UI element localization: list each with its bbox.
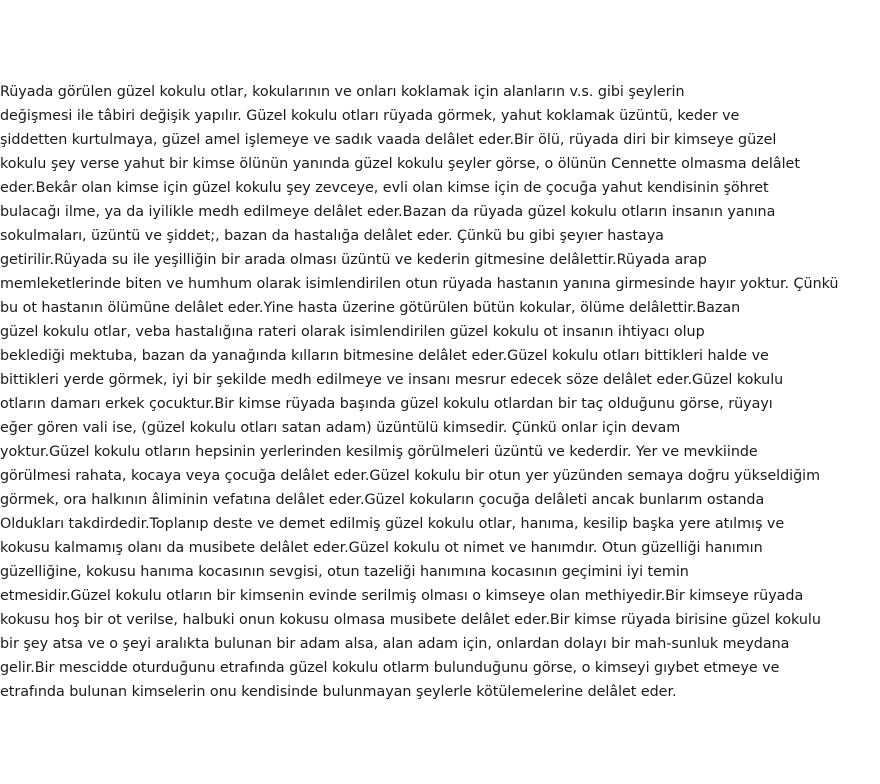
text-line: Rüyada görülen güzel kokulu otlar, kokularının ve onları koklamak için alanların v.s. gibi şeylerin [0, 84, 685, 100]
text-line: memleketlerinde biten ve humhum olarak isimlendirilen otun rüyada hastanın yanına girmesinde hayır yoktur. Çünkü [0, 276, 839, 292]
text-line: güzel kokulu otlar, veba hastalığına rateri olarak isimlendirilen güzel kokulu ot insanın ihtiyacı olup [0, 324, 705, 340]
text-line: yoktur.Güzel kokulu otların hepsinin yerlerinden kesilmiş görülmeleri üzüntü ve kederdir. Yer ve mevkiinde [0, 444, 758, 460]
text-line: görülmesi rahata, kocaya veya çocuğa delâlet eder.Güzel kokulu bir otun yer yüzünden semaya doğru yükseldiğim [0, 468, 821, 484]
text-line: etmesidir.Güzel kokulu otların bir kimsenin evinde serilmiş olması o kimseye olan methiyedir.Bir kimseye rüyada [0, 588, 804, 604]
text-line: değişmesi ile tâbiri değişik yapılır. Güzel kokulu otları rüyada görmek, yahut koklamak üzüntü, keder ve [0, 108, 740, 124]
text-line: getirilir.Rüyada su ile yeşilliğin bir arada olması üzüntü ve kederin gitmesine delâlettir.Rüyada arap [0, 252, 707, 268]
document-body [0, 80, 880, 704]
text-line: Oldukları takdirdedir.Toplanıp deste ve demet edilmiş güzel kokulu otlar, hanıma, kesilip başka yere atılmış ve [0, 516, 785, 532]
text-line: beklediği mektuba, bazan da yanağında kılların bitmesine delâlet eder.Güzel kokulu otları bittikleri halde ve [0, 348, 769, 364]
text-line: güzelliğine, kokusu hanıma kocasının sevgisi, otun tazeliği hanımına kocasının geçimini iyi temin [0, 564, 689, 580]
text-line: etrafında bulunan kimselerin onu kendisinde bulunmayan şeylerle kötülemelerine delâlet eder. [0, 684, 677, 700]
text-line: bir şey atsa ve o şeyi aralıkta bulunan bir adam alsa, alan adam için, onlardan dolayı bir mah-sunluk meydana [0, 636, 790, 652]
text-line: kokulu şey verse yahut bir kimse ölünün yanında güzel kokulu şeyler görse, o ölünün Cennette olmasma delâlet [0, 156, 800, 172]
text-line: kokusu kalmamış olanı da musibete delâlet eder.Güzel kokulu ot nimet ve hanımdır. Otun güzelliği hanımın [0, 540, 763, 556]
text-line: bittikleri yerde görmek, iyi bir şekilde medh edilmeye ve insanı mesrur edecek söze delâlet eder.Güzel kokulu [0, 372, 784, 388]
text-line: kokusu hoş bir ot verilse, halbuki onun kokusu olmasa musibete delâlet eder.Bir kimse rüyada birisine güzel kokulu [0, 612, 821, 628]
text-line: görmek, ora halkının âliminin vefatına delâlet eder.Güzel kokuların çocuğa delâleti ancak bunlarım ostanda [0, 492, 765, 508]
text-line: otların damarı erkek çocuktur.Bir kimse rüyada başında güzel kokulu otlardan bir taç olduğunu görse, rüyayı [0, 396, 773, 412]
text-line: gelir.Bir mescidde oturduğunu etrafında güzel kokulu otlarm bulunduğunu görse, o kimseyi gıybet etmeye ve [0, 660, 780, 676]
text-line: eder.Bekâr olan kimse için güzel kokulu şey zevceye, evli olan kimse için de çocuğa yahut kendisinin şöhret [0, 180, 769, 196]
text-line: bulacağı ilme, ya da iyilikle medh edilmeye delâlet eder.Bazan da rüyada güzel kokulu otların insanın yanına [0, 204, 776, 220]
text-line: sokulmaları, üzüntü ve şiddet;, bazan da hastalığa delâlet eder. Çünkü bu gibi şeyıer hastaya [0, 228, 664, 244]
text-line: şiddetten kurtulmaya, güzel amel işlemeye ve sadık vaada delâlet eder.Bir ölü, rüyada diri bir kimseye güzel [0, 132, 777, 148]
text-line: bu ot hastanın ölümüne delâlet eder.Yine hasta üzerine götürülen bütün kokular, ölüme delâlettir.Bazan [0, 300, 741, 316]
text-line: eğer gören vali ise, (güzel kokulu otları satan adam) üzüntülü kimsedir. Çünkü onlar için devam [0, 420, 681, 436]
